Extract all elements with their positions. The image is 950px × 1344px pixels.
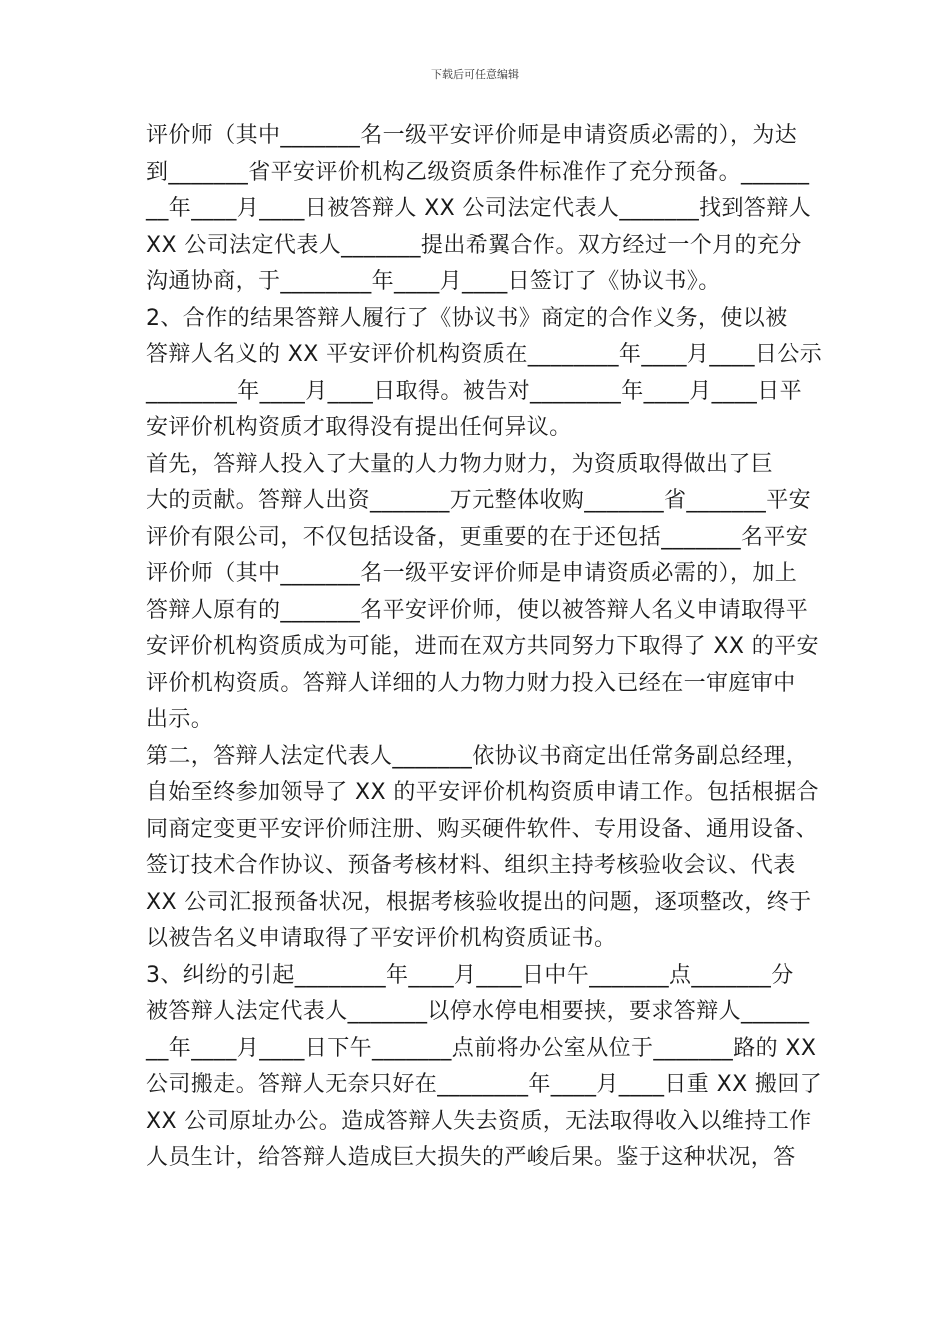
text-line: 到_______省平安评价机构乙级资质条件标准作了充分预备。______	[146, 159, 810, 185]
text-line: XX 公司原址办公。造成答辩人失去资质，无法取得收入以维持工作	[146, 1108, 812, 1134]
text-line: 答辩人名义的 XX 平安评价机构资质在________年____月____日公示	[146, 342, 823, 367]
text-line: 沟通协商，于________年____月____日签订了《协议书》。	[146, 269, 721, 294]
text-line: 3、纠纷的引起________年____月____日中午_______点_______分	[146, 962, 794, 988]
document-body	[146, 118, 826, 1177]
text-line: 安评价机构资质成为可能，进而在双方共同努力下取得了 XX 的平安	[146, 634, 819, 659]
text-line: 人员生计，给答辩人造成巨大损失的严峻后果。鉴于这种状况，答	[146, 1145, 796, 1170]
text-line: 评价机构资质。答辩人详细的人力物力财力投入已经在一审庭审中	[146, 670, 796, 696]
text-line: 签订技术合作协议、预备考核材料、组织主持考核验收会议、代表	[146, 853, 796, 878]
text-line: 出示。	[146, 707, 214, 732]
text-line: 评价师（其中_______名一级平安评价师是申请资质必需的），为达	[146, 123, 798, 148]
text-line: 以被告名义申请取得了平安评价机构资质证书。	[146, 926, 617, 951]
text-line: 自始至终参加领导了 XX 的平安评价机构资质申请工作。包括根据合	[146, 780, 819, 805]
text-line: ________年____月____日取得。被告对________年____月____日平	[146, 378, 803, 404]
text-line: 评价有限公司，不仅包括设备，更重要的在于还包括_______名平安	[146, 524, 809, 550]
text-line: 公司搬走。答辩人无奈只好在________年____月____日重 XX 搬回了	[146, 1072, 823, 1097]
text-line: 2、合作的结果答辩人履行了《协议书》商定的合作义务，使以被	[146, 305, 788, 331]
text-line: __年____月____日下午_______点前将办公室从位于_______路的 XX	[146, 1035, 817, 1061]
text-line: 答辩人原有的_______名平安评价师，使以被答辩人名义申请取得平	[146, 597, 809, 623]
text-line: __年____月____日被答辩人 XX 公司法定代表人_______找到答辩人	[146, 196, 812, 221]
text-line: 被答辩人法定代表人_______以停水停电相要挟，要求答辩人______	[146, 999, 810, 1024]
text-line: XX 公司法定代表人_______提出希翼合作。双方经过一个月的充分	[146, 232, 802, 258]
text-line: 评价师（其中_______名一级平安评价师是申请资质必需的），加上	[146, 561, 798, 586]
page-header: 下载后可任意编辑	[431, 68, 519, 81]
text-line: 同商定变更平安评价师注册、购买硬件软件、专用设备、通用设备、	[146, 816, 819, 842]
text-line: 第二，答辩人法定代表人_______依协议书商定出任常务副总经理，	[146, 743, 809, 769]
text-line: 大的贡献。答辩人出资_______万元整体收购_______省_______平安	[146, 488, 812, 513]
text-line: 安评价机构资质才取得没有提出任何异议。	[146, 415, 572, 440]
text-line: XX 公司汇报预备状况，根据考核验收提出的问题，逐项整改，终于	[146, 889, 812, 915]
text-line: 首先，答辩人投入了大量的人力物力财力，为资质取得做出了巨	[146, 451, 774, 477]
